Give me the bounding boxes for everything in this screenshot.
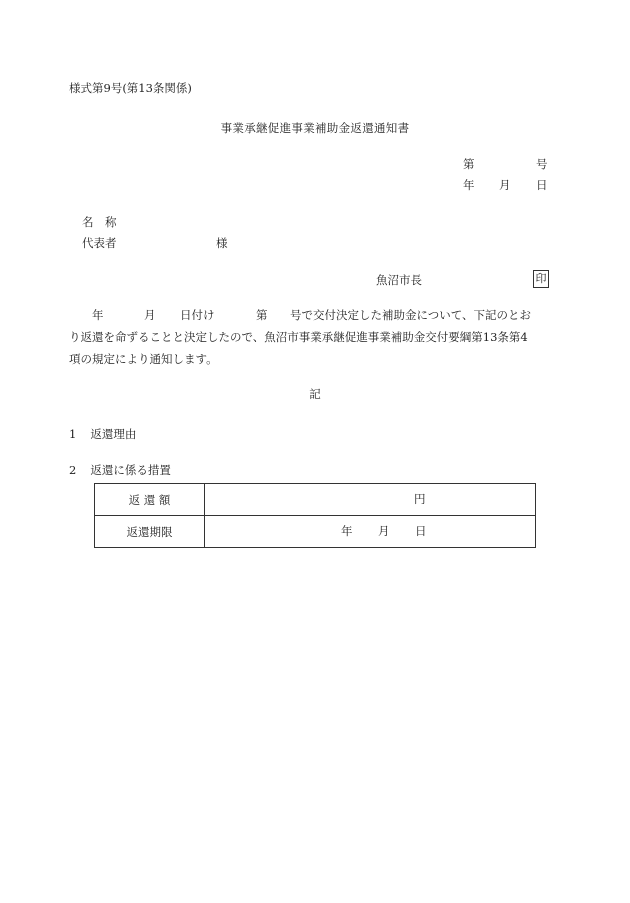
return-measures-table xyxy=(94,483,536,548)
body-line-2: り返還を命ずることと決定したので、魚沼市事業承継促進事業補助金交付要綱第13条第4 xyxy=(69,330,528,344)
addressee-representative-label: 代表者 xyxy=(82,236,117,250)
item-number: 2 xyxy=(69,463,77,477)
doc-date-day: 日 xyxy=(536,178,548,192)
item-text: 返還理由 xyxy=(90,427,137,441)
deadline-value-cell xyxy=(205,516,536,548)
body-dated: 日付け xyxy=(180,308,215,322)
table-row xyxy=(95,516,536,548)
addressee-honorific: 様 xyxy=(216,236,228,250)
item-text: 返還に係る措置 xyxy=(90,463,171,477)
deadline-year: 年 xyxy=(341,524,353,538)
amount-unit: 円 xyxy=(414,492,426,506)
document-title: 事業承継促進事業補助金返還通知書 xyxy=(220,121,410,135)
deadline-label-cell: 返還期限 xyxy=(95,516,205,548)
body-no-prefix: 第 xyxy=(256,308,268,322)
form-number-label: 様式第9号(第13条関係) xyxy=(69,81,192,95)
notice-body xyxy=(69,304,549,370)
deadline-day: 日 xyxy=(415,524,427,538)
addressee-name-label: 名 称 xyxy=(82,215,117,229)
doc-date-month: 月 xyxy=(499,178,511,192)
item-number: 1 xyxy=(69,427,77,441)
body-line-3: 項の規定により通知します。 xyxy=(69,352,218,366)
seal-mark: 印 xyxy=(533,270,549,288)
body-month: 月 xyxy=(144,308,156,322)
body-line-1 xyxy=(69,304,549,326)
item-return-reason xyxy=(69,427,136,441)
amount-value-cell xyxy=(205,484,536,516)
body-year: 年 xyxy=(92,308,104,322)
deadline-month: 月 xyxy=(378,524,390,538)
doc-date-year: 年 xyxy=(463,178,475,192)
amount-label-cell: 返 還 額 xyxy=(95,484,205,516)
body-line-1-rest: 号で交付決定した補助金について、下記のとお xyxy=(290,308,532,322)
doc-number-suffix: 号 xyxy=(536,157,548,171)
doc-number-prefix: 第 xyxy=(463,157,475,171)
item-return-measures xyxy=(69,463,171,477)
issuer-title: 魚沼市長 xyxy=(376,273,422,287)
table-row xyxy=(95,484,536,516)
ki-heading: 記 xyxy=(309,387,321,401)
